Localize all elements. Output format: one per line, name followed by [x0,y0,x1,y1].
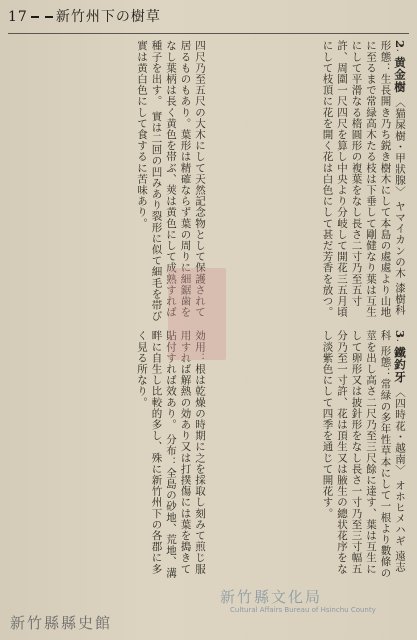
page-header [8,6,161,32]
section-text-3: 分布：全島の砂地、荒地、溝畔に自生し比較的多し、殊に新竹州下の各郡に多く見る所なり。 [136,330,177,579]
section-aliases: 〈猫屎樹・甲狀腺〉 [394,96,406,197]
page-title: 新竹州下の樹草 [55,9,161,25]
header-dash [45,16,53,18]
section-text: 形態：生長開き乃ち鋭き樹木にして本島の處處より山地に至るまで常緑高木たる枝は下垂して剛健なり葉は互生にして平滑なる楕圓形の複葉をなし長さ二寸乃至五寸許、周圍一尺四尺を算し中央より分岐して開花三五月頃にして枝頂に花を開く花は白色にして甚だ芳香を放つ。 [321,40,392,318]
header-dash [31,16,39,18]
watermark-subtext: Cultural Affairs Bureau of Hsinchu County [230,606,376,614]
section-text-2: 効用：根は乾燥の時期に之を採取し刻みて煎じ服用すれば解熱の効あり又は打撲傷には葉を搗きて貼付すれば效あり。 [165,330,206,575]
section-jp-name: ヤマイカンの木 [394,200,406,279]
section-aliases: 〈四時花・越南〉 [394,386,406,476]
section-family: 遠志科 [379,330,406,573]
section-number: 2 [393,40,407,49]
watermark-text: 新竹縣文化局 [220,588,323,606]
section-text-2: 四尺乃至五尺の大木にして天然記念物として保護されて居るものもあり。葉形は精確ならず葉の周りに細鋸歯をなし葉柄は長く黄色を帯ぶ、莢は黄色にして成熟すれば種子を出す。 [150,40,206,318]
section-3-continued [7,330,207,580]
archive-logo: 新竹縣縣史館 [10,614,113,632]
section-text-3: 實は二回の凹みあり裂形に似て細毛を帯び實は黄白色にして食するに苦味あり。 [136,40,163,322]
section-3-block: 3. 鐵釣牙 〈四時花・越南〉 オホヒメハギ 遠志科 形態：常緑の多年性草本にして一根より數條の莖を出し高さ二尺乃至三尺餘に達す、葉は互生にして卵形又は披針形をなし長さ一寸乃至三寸幅五分乃至一寸許、花は頂生又は腋生の總状花序をなし淡紫色にして四季を通じて開花す。 [321,330,407,579]
section-name: 鐵釣牙 [393,346,407,383]
library-stamp [168,268,226,360]
section-name: 黄金樹 [393,56,407,93]
page-number: 17 [8,9,28,25]
section-2-block: 2. 黄金樹 〈猫屎樹・甲狀腺〉 ヤマイカンの木 漆樹科 形態：生長開き乃ち鋭き樹木にして本島の處處より山地に至るまで常緑高木たる枝は下垂して剛健なり葉は互生にして平滑なる楕圓形の複葉をなし長さ二寸乃至五寸許、周圍一尺四尺を算し中央より分岐して開花三五月頃にして枝頂に花を開く花は白色にして甚だ芳香を放つ。 [321,40,407,318]
section-family: 漆樹科 [394,282,406,316]
section-jp-name: オホヒメハギ [394,479,406,547]
header-rule [8,33,409,34]
section-text: 形態：常緑の多年性草本にして一根より數條の莖を出し高さ二尺乃至三尺餘に達す、葉は互生にして卵形又は披針形をなし長さ一寸乃至三寸幅五分乃至一寸許、花は頂生又は腋生の總状花序をなし淡紫色にして四季を通じて開花す。 [321,330,392,579]
section-number: 3 [393,330,407,339]
